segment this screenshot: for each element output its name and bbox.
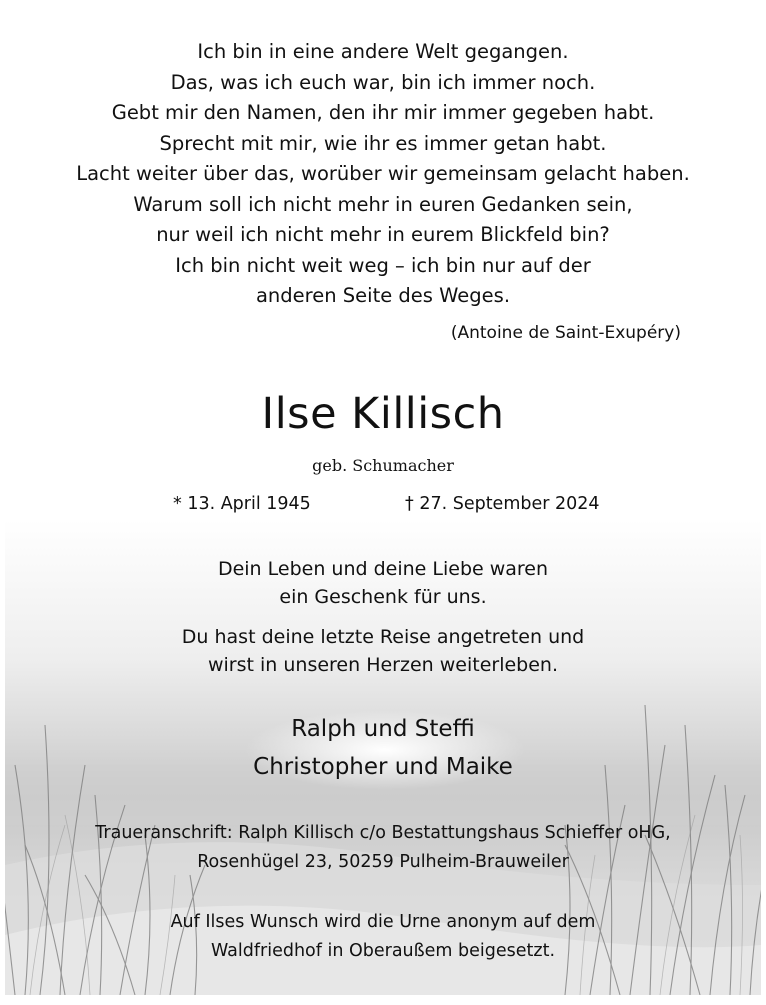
birth-name: geb. Schumacher	[312, 456, 454, 475]
poem-line: anderen Seite des Weges.	[255, 284, 511, 307]
message-line: wirst in unseren Herzen weiterleben.	[207, 654, 558, 676]
poem	[5, 37, 761, 312]
address-line: Rosenhügel 23, 50259 Pulheim-Brauweiler	[197, 851, 569, 872]
note-line: Auf Ilses Wunsch wird die Urne anonym auf dem	[170, 912, 596, 932]
message-block-2	[5, 623, 761, 679]
note-line: Waldfriedhof in Oberaußem beigesetzt.	[210, 940, 556, 961]
obituary-content	[5, 5, 761, 995]
address-line: Traueranschrift: Ralph Killisch c/o Bestattungshaus Schieffer oHG,	[95, 823, 671, 843]
mourners	[5, 710, 761, 786]
poem-line: Ich bin nicht weit weg – ich bin nur auf der	[175, 253, 591, 277]
poem-line: Sprecht mit mir, wie ihr es immer getan habt.	[159, 131, 607, 155]
mourner-line: Ralph und Steffi	[291, 716, 475, 742]
poem-line: Lacht weiter über das, worüber wir gemeinsam gelacht haben.	[76, 162, 690, 185]
poem-line: Gebt mir den Namen, den ihr mir immer gegeben habt.	[111, 101, 655, 124]
poem-attribution: (Antoine de Saint-Exupéry)	[450, 323, 681, 343]
poem-line: Das, was ich euch war, bin ich immer noch.	[170, 70, 596, 94]
mourner-line: Christopher und Maike	[253, 754, 513, 780]
poem-line: Warum soll ich nicht mehr in euren Gedanken sein,	[133, 192, 633, 216]
birth-date: * 13. April 1945	[173, 494, 311, 514]
death-date: † 27. September 2024	[405, 494, 600, 514]
poem-line: Ich bin in eine andere Welt gegangen.	[197, 40, 569, 63]
obituary-card	[5, 5, 761, 995]
mourning-address	[5, 819, 761, 876]
message-block-1	[5, 555, 761, 611]
poem-line: nur weil ich nicht mehr in eurem Blickfeld bin?	[156, 223, 610, 246]
deceased-name: Ilse Killisch	[261, 389, 505, 439]
message-line: ein Geschenk für uns.	[279, 586, 487, 608]
message-line: Du hast deine letzte Reise angetreten und	[181, 626, 585, 648]
message-line: Dein Leben und deine Liebe waren	[217, 558, 549, 580]
burial-note	[5, 908, 761, 965]
